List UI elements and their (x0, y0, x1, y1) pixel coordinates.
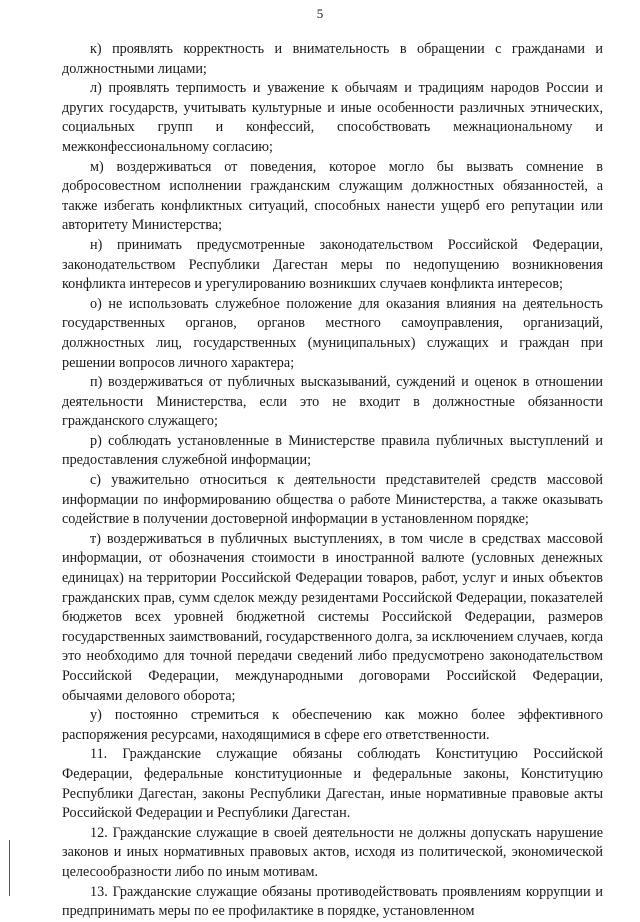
paragraph-p: п) воздерживаться от публичных высказываний, суждений и оценок в отношении деятельности Министерства, если это не входит в должностные обязанности гражданского служащего; (62, 374, 603, 430)
paragraph-k: к) проявлять корректность и внимательность в обращении с гражданами и должностными лицами; (62, 41, 603, 77)
page-number: 5 (316, 6, 324, 21)
document-body (62, 40, 603, 922)
paragraph-u: у) постоянно стремиться к обеспечению как можно более эффективного распоряжения ресурсами, находящимися в сфере его ответственности. (62, 707, 603, 743)
paragraph-13: 13. Гражданские служащие обязаны противодействовать проявлениям коррупции и предпринимать меры по ее профилактике в порядке, установленном (62, 883, 603, 920)
scan-margin-line (9, 840, 10, 896)
paragraph-s: с) уважительно относиться к деятельности представителей средств массовой информации по информированию общества о работе Министерства, а также оказывать содействие в получении достоверной информации в установленном порядке; (62, 472, 603, 528)
paragraph-t: т) воздерживаться в публичных выступлениях, в том числе в средствах массовой информации, от обозначения стоимости в иностранной валюте (условных денежных единицах) на территории Российской Федерации товаров, работ, услуг и иных объектов гражданских прав, сумм сделок между резидентами Российской Федерации, показателей бюджетов всех уровней бюджетной системы Российской Федерации, размеров государственных заимствований, государственного долга, за исключением случаев, когда это необходимо для точной передачи сведений либо предусмотрено законодательством Российской Федерации, международными договорами Российской Федерации, обычаями делового оборота; (62, 530, 603, 704)
paragraph-m: м) воздерживаться от поведения, которое могло бы вызвать сомнение в добросовестном исполнении гражданским служащим должностных обязанностей, а также избегать конфликтных ситуаций, способных нанести ущерб его репутации или авторитету Министерства; (62, 158, 603, 234)
paragraph-11: 11. Гражданские служащие обязаны соблюдать Конституцию Российской Федерации, федеральные конституционные и федеральные законы, Конституцию Республики Дагестан, законы Республики Дагестан, иные нормативные правовые акты Российской Федерации и Республики Дагестан. (62, 746, 603, 822)
paragraph-r: р) соблюдать установленные в Министерстве правила публичных выступлений и предоставления служебной информации; (62, 432, 603, 469)
paragraph-l: л) проявлять терпимость и уважение к обычаям и традициям народов России и других государств, учитывать культурные и иные особенности различных этнических, социальных групп и конфессий, способствовать межнациональному и межконфессиональному согласию; (62, 80, 603, 155)
paragraph-o: о) не использовать служебное положение для оказания влияния на деятельность государственных органов, органов местного самоуправления, организаций, должностных лиц, государственных (муниципальных) служащих и граждан при решении вопросов личного характера; (62, 295, 603, 371)
paragraph-n: н) принимать предусмотренные законодательством Российской Федерации, законодательством Республики Дагестан меры по недопущению возникновения конфликта интересов и урегулированию возникших случаев конфликта интересов; (62, 236, 603, 293)
paragraph-12: 12. Гражданские служащие в своей деятельности не должны допускать нарушение законов и иных нормативных правовых актов, исходя из политической, экономической целесообразности либо по иным мотивам. (62, 824, 603, 880)
